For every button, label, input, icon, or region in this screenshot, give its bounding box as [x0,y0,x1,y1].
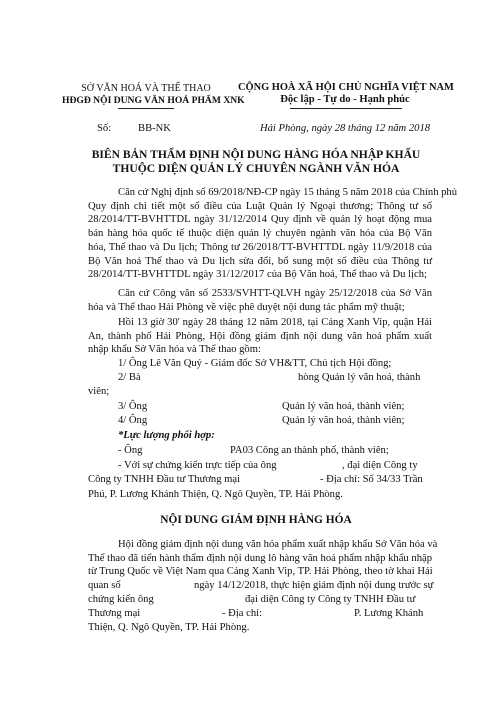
text-line: Căn cứ Nghị định số 69/2018/NĐ-CP ngày 15 tháng 5 năm 2018 của Chính phủ [118,187,458,198]
para4-line-6-c: P. Lương Khánh [354,608,424,619]
para4-line-6-b: - Địa chỉ: [222,608,263,619]
force-line-1-label: - Ông [118,445,143,456]
member-2-role: hòng Quản lý văn hoá, thành [298,372,421,383]
text-line: An, thành phố Hải Phòng, Hội đồng giám định nội dung văn hoá phẩm xuất [88,330,432,342]
force-line-3-a: Công ty TNHH Đầu tư Thương mại [88,474,241,485]
para4-line-7: Thiện, Q. Ngô Quyền, TP. Hải Phòng. [88,622,250,633]
country-name: CỘNG HOÀ XÃ HỘI CHỦ NGHĨA VIỆT NAM [238,82,454,93]
force-line-4: Phú, P. Lương Khánh Thiện, Q. Ngô Quyền, TP. Hải Phòng. [88,489,343,500]
text-line: Hội đồng giám định nội dung văn hóa phẩm xuất nhập khẩu Sở Văn hóa và [118,539,438,550]
text-line: Quy định chi tiết một số điều của Luật Quản lý Ngoại thương; Thông tư số [88,200,432,212]
text-line: hóa và Thể thao Hải Phòng về việc phê duyệt nội dung tác phẩm mỹ thuật; [88,301,405,313]
text-line: 28/2014/TT-BVHTTDL ngày 31/12/2017 của Bộ Văn hoá, Thể thao và Du lịch; [88,269,427,281]
text-line: từ Trung Quốc về Việt Nam qua Cảng Xanh Vip, TP. Hải Phòng, theo tờ khai Hải [88,566,433,578]
section-title-inspection: NỘI DUNG GIÁM ĐỊNH HÀNG HÓA [160,514,352,526]
text-line: Hồi 13 giờ 30' ngày 28 tháng 12 năm 2018, tại Cảng Xanh Vip, quận Hải [118,317,432,328]
org-line-2: HĐGĐ NỘI DUNG VĂN HOÁ PHẨM XNK [62,95,245,106]
place-and-date: Hải Phòng, ngày 28 tháng 12 năm 2018 [259,123,431,134]
member-1: 1/ Ông Lê Văn Quý - Giám đốc Sở VH&TT, Chủ tịch Hội đồng; [118,358,392,369]
doc-number-value: BB-NK [138,123,171,134]
member-3-label: 3/ Ông [118,401,148,412]
member-2-label: 2/ Bà [118,372,141,383]
meeting-paragraph [88,316,432,357]
text-line: Căn cứ Công văn số 2533/SVHTT-QLVH ngày 25/12/2018 của Sở Văn [118,288,432,299]
legal-basis-paragraph-2 [88,287,432,314]
para4-line-4-a: quan số [88,580,121,591]
para4-line-5-b: đại diện Công ty Công ty TNHH Đầu tư [245,594,416,605]
text-line: Thể thao đã tiến hành thẩm định nội dung lô hàng văn hoá phẩm nhập khẩu nhập [88,552,432,564]
doc-title-line-1: BIÊN BẢN THẨM ĐỊNH NỘI DUNG HÀNG HÓA NHẬP KHẨU [91,148,421,161]
para4-line-5-a: chứng kiến ông [88,594,154,605]
force-line-3-b: - Địa chỉ: Số 34/33 Trần [320,474,423,485]
coordinating-force-heading: *Lực lượng phối hợp: [118,430,215,441]
text-line: nhập khẩu Sở Văn hóa và Thể thao gồm: [88,344,261,356]
member-4-role: Quản lý văn hoá, thành viên; [282,415,405,426]
text-line: 28/2014/TT-BVHTTDL ngày 31/12/2014 Quy định về quản lý hoạt động mua [88,214,432,226]
text-line: bán hàng hóa quốc tế thuộc diện quản lý chuyên ngành văn hóa của Bộ Văn [88,228,432,240]
org-line-1: SỞ VĂN HOÁ VÀ THỂ THAO [81,83,211,94]
member-3-role: Quản lý văn hoá, thành viên; [282,401,405,412]
doc-title-line-2: THUỘC DIỆN QUẢN LÝ CHUYÊN NGÀNH VĂN HÓA [112,162,400,175]
motto-underline [290,108,402,109]
force-line-2-a: - Với sự chứng kiến trực tiếp của ông [118,460,277,471]
force-line-2-b: , đại diện Công ty [342,460,418,471]
national-motto: Độc lập - Tự do - Hạnh phúc [280,94,410,105]
para4-line-4-b: ngày 14/12/2018, thực hiện giám định nội dung trước sự [194,580,434,591]
text-line: Bộ Văn hoá Thể thao và Du lịch sửa đổi, bổ sung một số điều của Thông tư [88,255,432,267]
para4-line-6-a: Thương mại [88,608,141,619]
doc-number-label: Số: [97,123,112,134]
org-underline [118,108,174,109]
text-line: hóa, Thể thao và Du lịch; Thông tư 26/2018/TT-BVHTTDL ngày 11/9/2018 của [88,241,432,253]
inspection-paragraph [88,538,438,579]
member-4-label: 4/ Ông [118,415,148,426]
force-line-1-role: PA03 Công an thành phố, thành viên; [230,445,389,456]
member-2-role-cont: viên; [88,386,110,397]
legal-basis-paragraph-1 [88,186,458,282]
